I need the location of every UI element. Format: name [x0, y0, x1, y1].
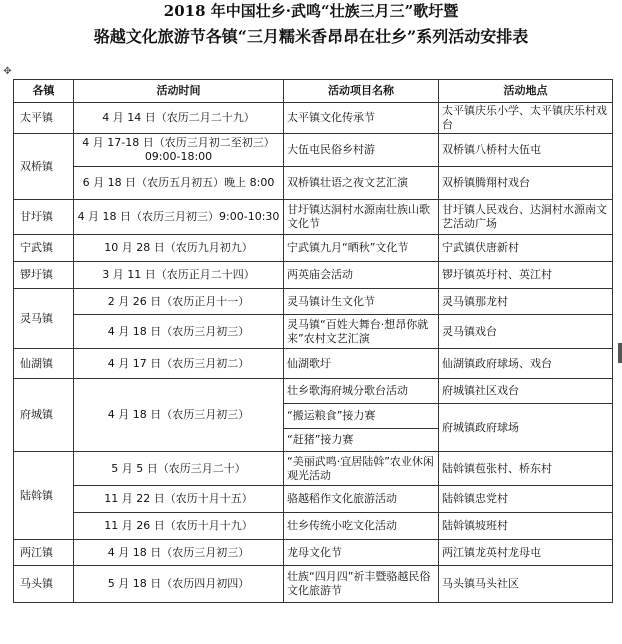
- table-row: [14, 289, 613, 315]
- town-cell: 灵马镇: [14, 289, 74, 349]
- table-row: [14, 486, 613, 513]
- town-cell: 锣圩镇: [14, 262, 74, 289]
- activity-cell: 龙母文化节: [284, 540, 439, 566]
- schedule-table: [13, 79, 613, 603]
- activity-cell: 壮乡歌海府城分歌台活动: [284, 379, 439, 404]
- scrollbar-edge[interactable]: [618, 343, 622, 363]
- table-row: [14, 134, 613, 167]
- location-cell: 太平镇庆乐小学、太平镇庆乐村戏台: [439, 103, 613, 134]
- location-cell: 甘圩镇人民戏台、达洞村水源南文艺活动广场: [439, 200, 613, 235]
- header-activity: 活动项目名称: [284, 80, 439, 103]
- activity-cell: 骆越稻作文化旅游活动: [284, 486, 439, 513]
- activity-cell: 两英庙会活动: [284, 262, 439, 289]
- activity-cell: 太平镇文化传承节: [284, 103, 439, 134]
- time-cell: 4 月 18 日（农历三月初三）9:00-10:30: [74, 200, 284, 235]
- move-table-icon[interactable]: ✥: [3, 66, 12, 77]
- location-cell: 府城镇社区戏台: [439, 379, 613, 404]
- table-row: [14, 167, 613, 200]
- town-cell: 宁武镇: [14, 235, 74, 262]
- time-cell: 3 月 11 日（农历正月二十四）: [74, 262, 284, 289]
- header-town: 各镇: [14, 80, 74, 103]
- activity-cell: 甘圩镇达洞村水源南壮族山歌文化节: [284, 200, 439, 235]
- table-row: [14, 566, 613, 603]
- time-cell: 4 月 14 日（农历二月二十九）: [74, 103, 284, 134]
- location-cell: 宁武镇伏唐新村: [439, 235, 613, 262]
- activity-cell: 宁武镇九月“晒秋”文化节: [284, 235, 439, 262]
- table-row: [14, 540, 613, 566]
- time-cell: 11 月 22 日（农历十月十五）: [74, 486, 284, 513]
- time-cell: 4 月 18 日（农历三月初三）: [74, 315, 284, 349]
- time-cell: 5 月 5 日（农历三月二十）: [74, 452, 284, 486]
- table-row: [14, 513, 613, 540]
- activity-cell: 双桥镇壮语之夜文艺汇演: [284, 167, 439, 200]
- town-cell: 两江镇: [14, 540, 74, 566]
- location-cell: 灵马镇那龙村: [439, 289, 613, 315]
- table-row: [14, 452, 613, 486]
- time-cell: 4 月 17 日（农历三月初二）: [74, 349, 284, 379]
- activity-cell: 仙湖歌圩: [284, 349, 439, 379]
- time-cell: 2 月 26 日（农历正月十一）: [74, 289, 284, 315]
- location-cell: 双桥镇八桥村大伍屯: [439, 134, 613, 167]
- location-cell: 马头镇马头社区: [439, 566, 613, 603]
- header-time: 活动时间: [74, 80, 284, 103]
- location-cell: 府城镇政府球场: [439, 404, 613, 452]
- location-cell: 陆斡镇坡班村: [439, 513, 613, 540]
- town-cell: 府城镇: [14, 379, 74, 452]
- table-row: [14, 103, 613, 134]
- activity-cell: 大伍屯民俗乡村游: [284, 134, 439, 167]
- page-title-line1: 2018 年中国壮乡·武鸣“壮族三月三”歌圩暨: [163, 2, 459, 20]
- town-cell: 甘圩镇: [14, 200, 74, 235]
- table-row: [14, 379, 613, 404]
- table-header-row: [14, 80, 613, 103]
- time-cell: 4 月 18 日（农历三月初三）: [74, 540, 284, 566]
- location-cell: 陆斡镇忠党村: [439, 486, 613, 513]
- location-cell: 仙湖镇政府球场、戏台: [439, 349, 613, 379]
- page-title-line2: 骆越文化旅游节各镇“三月糯米香昂昂在壮乡”系列活动安排表: [93, 27, 529, 46]
- table-row: [14, 262, 613, 289]
- town-cell: 双桥镇: [14, 134, 74, 200]
- time-cell: 11 月 26 日（农历十月十九）: [74, 513, 284, 540]
- time-cell: 4 月 17-18 日（农历三月初二至初三）09:00-18:00: [74, 134, 284, 167]
- activity-cell: “搬运粮食”接力赛: [284, 404, 439, 429]
- time-cell: 4 月 18 日（农历三月初三）: [74, 379, 284, 452]
- activity-cell: 壮族“四月四”祈丰暨骆越民俗文化旅游节: [284, 566, 439, 603]
- location-cell: 锣圩镇英圩村、英江村: [439, 262, 613, 289]
- town-cell: 仙湖镇: [14, 349, 74, 379]
- header-location: 活动地点: [439, 80, 613, 103]
- location-cell: 陆斡镇苞张村、桥东村: [439, 452, 613, 486]
- town-cell: 马头镇: [14, 566, 74, 603]
- table-row: [14, 200, 613, 235]
- location-cell: 两江镇龙英村龙母屯: [439, 540, 613, 566]
- table-row: [14, 349, 613, 379]
- time-cell: 10 月 28 日（农历九月初九）: [74, 235, 284, 262]
- activity-cell: 壮乡传统小吃文化活动: [284, 513, 439, 540]
- activity-cell: “美丽武鸣·宜居陆斡”农业休闲观光活动: [284, 452, 439, 486]
- activity-cell: 灵马镇计生文化节: [284, 289, 439, 315]
- location-cell: 双桥镇腾翔村戏台: [439, 167, 613, 200]
- location-cell: 灵马镇戏台: [439, 315, 613, 349]
- activity-cell: “赶猪”接力赛: [284, 429, 439, 452]
- table-row: [14, 315, 613, 349]
- town-cell: 太平镇: [14, 103, 74, 134]
- table-row: [14, 235, 613, 262]
- time-cell: 5 月 18 日（农历四月初四）: [74, 566, 284, 603]
- town-cell: 陆斡镇: [14, 452, 74, 540]
- time-cell: 6 月 18 日（农历五月初五）晚上 8:00: [74, 167, 284, 200]
- activity-cell: 灵马镇“百姓大舞台·想昂你就来”农村文艺汇演: [284, 315, 439, 349]
